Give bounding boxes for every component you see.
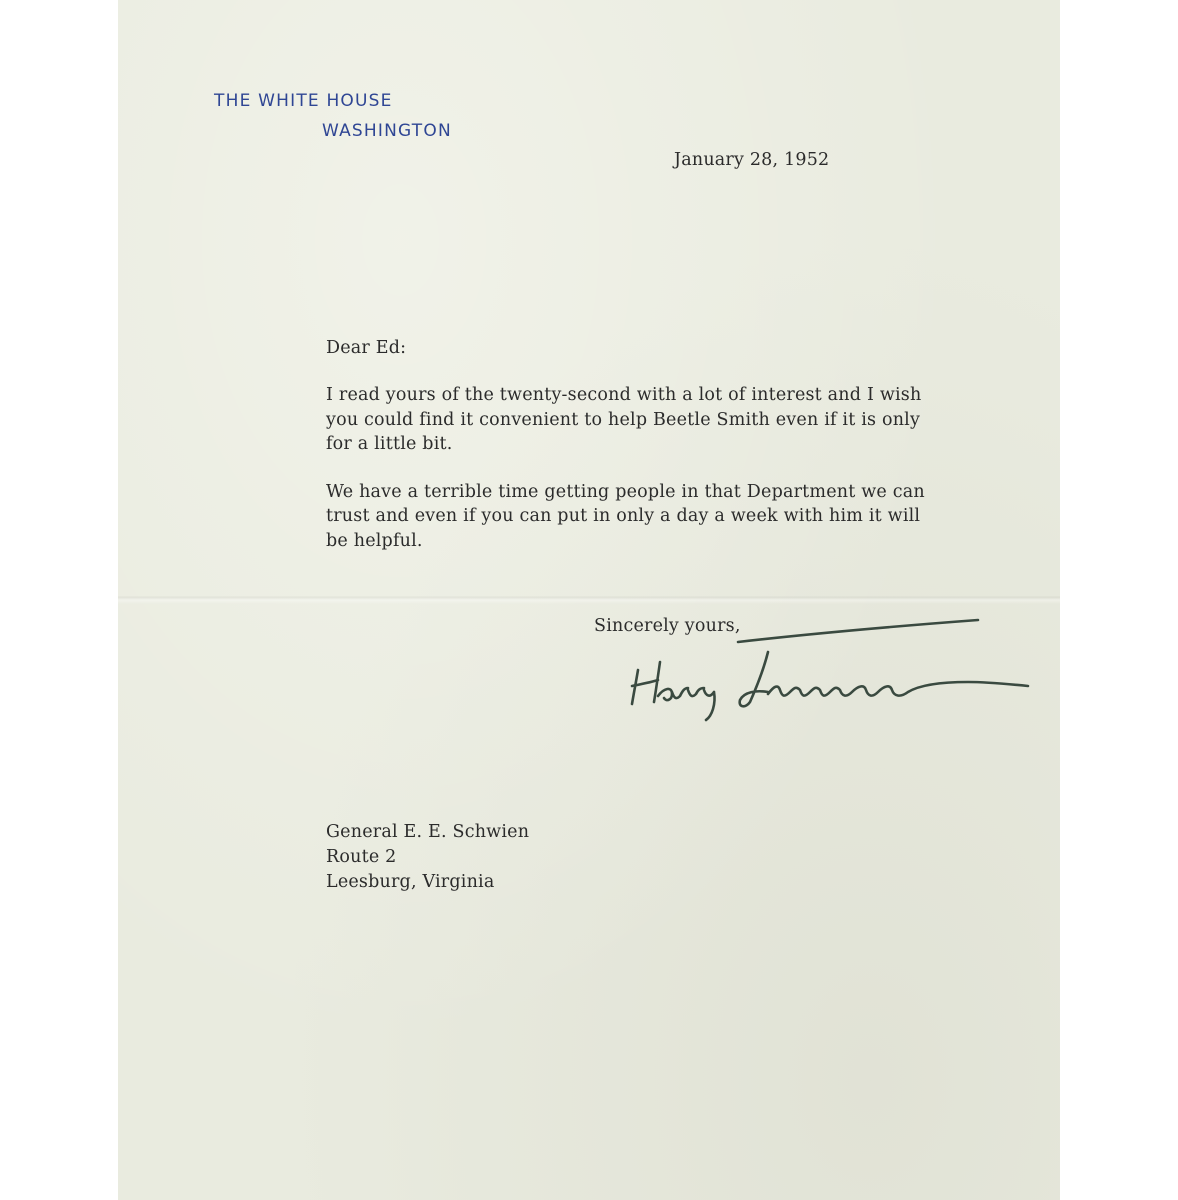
address-line-3: Leesburg, Virginia	[326, 872, 495, 892]
address-line-1: General E. E. Schwien	[326, 822, 530, 842]
letter-body	[326, 383, 926, 576]
letter-date: January 28, 1952	[674, 150, 830, 170]
letter-sheet	[118, 0, 1060, 1200]
letterhead-line-1: THE WHITE HOUSE	[214, 91, 393, 111]
recipient-address	[326, 820, 529, 895]
body-paragraph-1: I read yours of the twenty-second with a lot of interest and I wish you could find it convenient to help Beetle Smith even if it is only for a little bit.	[326, 385, 922, 454]
closing: Sincerely yours,	[594, 616, 741, 636]
letterhead	[214, 86, 452, 146]
letterhead-line-2: WASHINGTON	[322, 121, 452, 141]
body-paragraph-2: We have a terrible time getting people in that Department we can trust and even if you can put in only a day a week with him it will be helpful.	[326, 481, 925, 551]
handwritten-signature	[618, 612, 1038, 722]
salutation: Dear Ed:	[326, 338, 407, 358]
address-line-2: Route 2	[326, 847, 397, 867]
